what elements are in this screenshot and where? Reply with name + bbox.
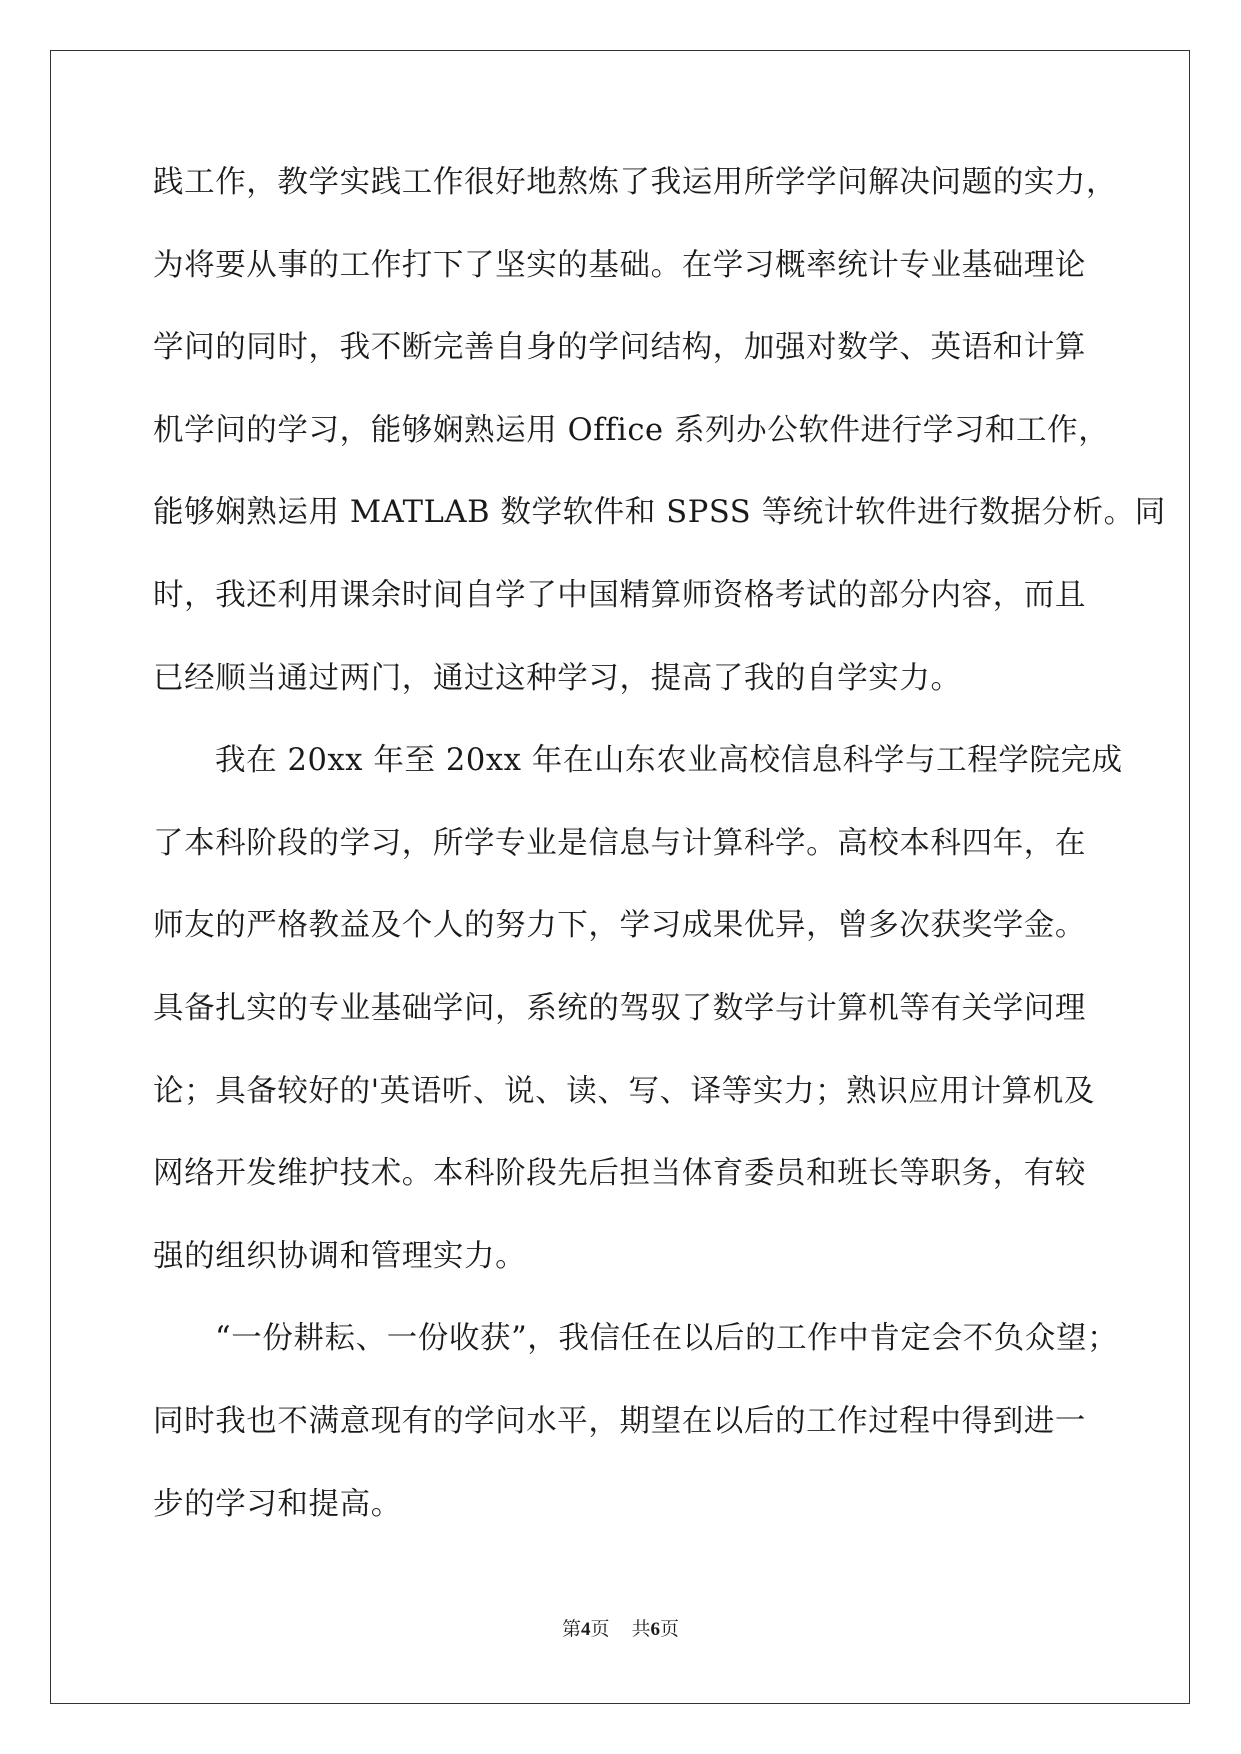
total-prefix: 共 [631, 1618, 651, 1640]
text-line: 时，我还利用课余时间自学了中国精算师资格考试的部分内容，而且 [153, 577, 1086, 613]
text-line: 强的组织协调和管理实力。 [153, 1238, 527, 1274]
text-line: 论；具备较好的'英语听、说、读、写、译等实力；熟识应用计算机及 [153, 1073, 1095, 1109]
text-line: 具备扎实的专业基础学问，系统的驾驭了数学与计算机等有关学问理 [153, 990, 1086, 1026]
page-prefix: 第 [561, 1618, 581, 1640]
text-line: 践工作，教学实践工作很好地熬炼了我运用所学学问解决问题的实力， [153, 165, 1118, 200]
text-line: 学问的同时，我不断完善自身的学问结构，加强对数学、英语和计算 [153, 330, 1086, 366]
paragraph-first-line: 我在 20xx 年至 20xx 年在山东农业高校信息科学与工程学院完成 [215, 743, 1123, 779]
paragraph-first-line: “一份耕耘、一份收获”，我信任在以后的工作中肯定会不负众望； [215, 1321, 1119, 1357]
document-body [153, 153, 1166, 1557]
text-line: 网络开发维护技术。本科阶段先后担当体育委员和班长等职务，有较 [153, 1156, 1086, 1192]
page-footer [0, 1614, 1241, 1641]
text-line: 步的学习和提高。 [153, 1486, 402, 1522]
page-suffix: 页 [590, 1618, 610, 1640]
total-suffix: 页 [660, 1618, 680, 1640]
text-line: 机学问的学习，能够娴熟运用 Office 系列办公软件进行学习和工作， [153, 412, 1110, 448]
text-line: 能够娴熟运用 MATLAB 数学软件和 SPSS 等统计软件进行数据分析。同 [153, 495, 1166, 531]
total-page-number: 6 [650, 1619, 661, 1640]
text-line: 为将要从事的工作打下了坚实的基础。在学习概率统计专业基础理论 [153, 247, 1086, 283]
text-line: 同时我也不满意现有的学问水平，期望在以后的工作过程中得到进一 [153, 1403, 1086, 1439]
text-line: 已经顺当通过两门，通过这种学习，提高了我的自学实力。 [153, 660, 962, 696]
text-line: 了本科阶段的学习，所学专业是信息与计算科学。高校本科四年，在 [153, 825, 1086, 861]
text-line: 师友的严格教益及个人的努力下，学习成果优异，曾多次获奖学金。 [153, 908, 1086, 944]
current-page-number: 4 [580, 1619, 591, 1640]
